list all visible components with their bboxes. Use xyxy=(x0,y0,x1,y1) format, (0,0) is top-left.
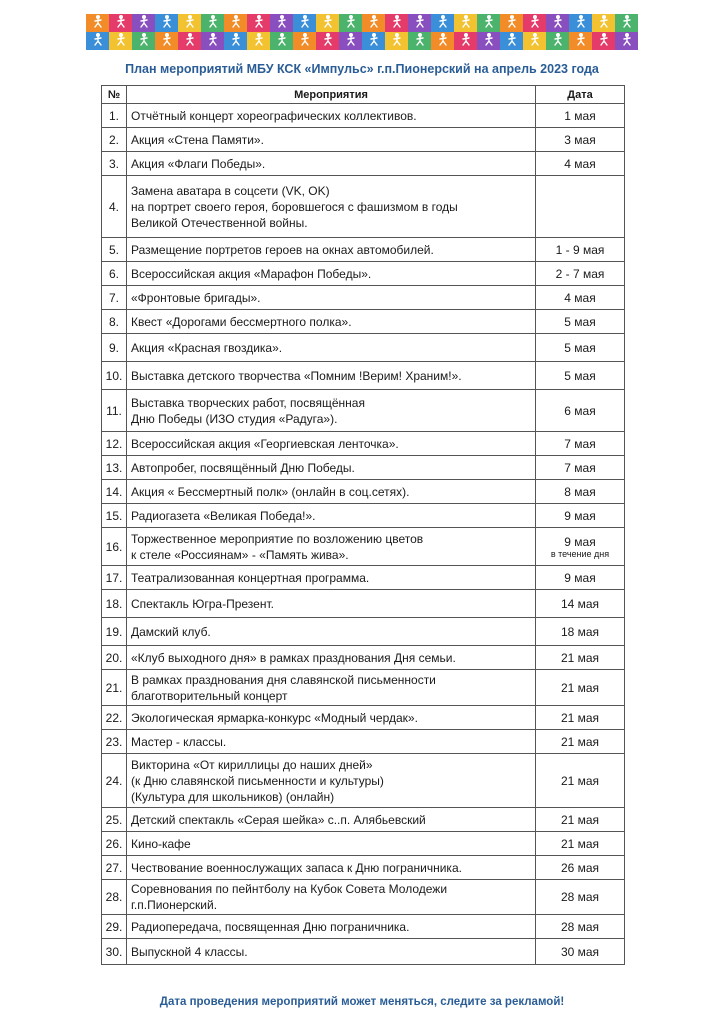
figure-icon xyxy=(620,14,634,33)
row-event xyxy=(127,128,536,152)
figure-icon xyxy=(321,14,335,33)
table-row xyxy=(102,706,625,730)
row-event xyxy=(127,262,536,286)
row-date xyxy=(536,334,625,362)
event-line: «Клуб выходного дня» в рамках празднования Дня семьи. xyxy=(131,650,456,665)
row-event xyxy=(127,456,536,480)
row-number: 16. xyxy=(102,528,127,566)
row-number: 14. xyxy=(102,480,127,504)
banner-tile xyxy=(408,32,431,50)
date-value: 21 мая xyxy=(560,650,600,665)
row-number: 19. xyxy=(102,618,127,646)
date-value: 7 мая xyxy=(564,436,596,451)
date-value: 21 мая xyxy=(560,836,600,851)
banner-tile xyxy=(523,14,546,32)
date-note: в течение дня xyxy=(550,548,610,559)
date-value: 9 мая xyxy=(564,534,596,549)
figure-icon xyxy=(505,32,519,51)
banner-tile xyxy=(546,14,569,32)
figure-icon xyxy=(206,32,220,51)
row-date xyxy=(536,286,625,310)
row-event xyxy=(127,152,536,176)
row-date xyxy=(536,646,625,670)
row-number: 10. xyxy=(102,362,127,390)
event-line: Акция «Флаги Победы». xyxy=(131,156,266,171)
table-row xyxy=(102,590,625,618)
row-number: 11. xyxy=(102,390,127,432)
row-number: 28. xyxy=(102,880,127,915)
table-row xyxy=(102,362,625,390)
banner-tile xyxy=(155,32,178,50)
table-row xyxy=(102,730,625,754)
date-value: 21 мая xyxy=(560,710,600,725)
date-value: 2 - 7 мая xyxy=(555,266,605,281)
table-header-row xyxy=(102,86,625,104)
banner-tile xyxy=(431,32,454,50)
row-event xyxy=(127,432,536,456)
table-row xyxy=(102,832,625,856)
date-value: 21 мая xyxy=(560,680,600,695)
event-line: Выпускной 4 классы. xyxy=(131,944,248,959)
banner-tile xyxy=(362,32,385,50)
date-value: 6 мая xyxy=(564,403,596,418)
banner-tile xyxy=(132,14,155,32)
event-line: благотворительный концерт xyxy=(131,688,288,703)
figure-icon xyxy=(413,14,427,33)
figure-icon xyxy=(528,14,542,33)
row-date xyxy=(536,706,625,730)
row-date xyxy=(536,432,625,456)
row-number: 4. xyxy=(102,176,127,238)
event-line: Дню Победы (ИЗО студия «Радуга»). xyxy=(131,411,338,426)
event-line: Экологическая ярмарка-конкурс «Модный чердак». xyxy=(131,710,418,725)
event-line: В рамках празднования дня славянской письменности xyxy=(131,672,436,687)
row-number: 2. xyxy=(102,128,127,152)
row-number: 5. xyxy=(102,238,127,262)
table-row xyxy=(102,504,625,528)
row-date xyxy=(536,176,625,238)
figure-icon xyxy=(321,32,335,51)
date-value: 4 мая xyxy=(564,156,596,171)
figure-icon xyxy=(459,32,473,51)
event-line: Радиопередача, посвященная Дню пограничника. xyxy=(131,919,410,934)
row-event xyxy=(127,939,536,965)
figure-icon xyxy=(597,14,611,33)
banner-tile xyxy=(477,14,500,32)
banner-tile xyxy=(339,14,362,32)
banner-tile xyxy=(408,14,431,32)
row-event xyxy=(127,286,536,310)
table-row xyxy=(102,456,625,480)
row-event xyxy=(127,856,536,880)
figure-icon xyxy=(298,14,312,33)
banner-tile xyxy=(500,32,523,50)
figure-icon xyxy=(482,32,496,51)
event-line: Соревнования по пейнтболу на Кубок Совета Молодежи xyxy=(131,882,448,896)
row-date xyxy=(536,480,625,504)
table-row xyxy=(102,432,625,456)
event-line: Мастер - классы. xyxy=(131,734,227,749)
figure-icon xyxy=(114,14,128,33)
figure-icon xyxy=(252,14,266,33)
event-line: Акция «Красная гвоздика». xyxy=(131,340,283,355)
row-event xyxy=(127,915,536,939)
row-event xyxy=(127,104,536,128)
row-event xyxy=(127,832,536,856)
event-line: Великой Отечественной войны. xyxy=(131,215,308,230)
row-date xyxy=(536,808,625,832)
row-event xyxy=(127,754,536,808)
figure-icon xyxy=(482,14,496,33)
date-value: 3 мая xyxy=(564,132,596,147)
banner-tile xyxy=(201,32,224,50)
figure-icon xyxy=(620,32,634,51)
row-number: 3. xyxy=(102,152,127,176)
banner-tile xyxy=(201,14,224,32)
event-line: Выставка творческих работ, посвящённая xyxy=(131,395,365,410)
banner-tile xyxy=(224,14,247,32)
row-date xyxy=(536,390,625,432)
event-line: Отчётный концерт хореографических коллективов. xyxy=(131,108,417,123)
event-line: Дамский клуб. xyxy=(131,624,211,639)
figure-icon xyxy=(390,14,404,33)
banner-tile xyxy=(592,14,615,32)
date-value: 18 мая xyxy=(560,624,600,639)
row-date xyxy=(536,238,625,262)
row-number: 13. xyxy=(102,456,127,480)
row-date xyxy=(536,504,625,528)
row-date xyxy=(536,670,625,706)
row-event xyxy=(127,334,536,362)
banner-tile xyxy=(523,32,546,50)
events-table xyxy=(101,85,625,965)
banner-tile xyxy=(385,32,408,50)
table-row xyxy=(102,390,625,432)
figure-icon xyxy=(436,14,450,33)
table-row xyxy=(102,152,625,176)
event-line: г.п.Пионерский. xyxy=(131,898,218,912)
date-value: 28 мая xyxy=(560,890,600,904)
banner-tile xyxy=(592,32,615,50)
banner-tile xyxy=(247,32,270,50)
row-date xyxy=(536,152,625,176)
banner-tile xyxy=(615,32,638,50)
table-row xyxy=(102,480,625,504)
banner-tile xyxy=(546,32,569,50)
figure-icon xyxy=(114,32,128,51)
row-date xyxy=(536,915,625,939)
row-number: 21. xyxy=(102,670,127,706)
event-line: Автопробег, посвящённый Дню Победы. xyxy=(131,460,355,475)
row-event xyxy=(127,618,536,646)
figure-icon xyxy=(528,32,542,51)
date-value: 28 мая xyxy=(560,919,600,934)
figure-icon xyxy=(160,32,174,51)
table-row xyxy=(102,310,625,334)
date-value: 8 мая xyxy=(564,484,596,499)
banner-tile xyxy=(569,14,592,32)
table-row xyxy=(102,754,625,808)
date-value: 5 мая xyxy=(564,368,596,383)
date-value: 4 мая xyxy=(564,290,596,305)
figure-icon xyxy=(229,14,243,33)
date-value: 21 мая xyxy=(560,734,600,749)
header-events: Мероприятия xyxy=(127,86,536,104)
row-number: 23. xyxy=(102,730,127,754)
event-line: Размещение портретов героев на окнах автомобилей. xyxy=(131,242,434,257)
table-row xyxy=(102,104,625,128)
figure-icon xyxy=(183,32,197,51)
row-number: 1. xyxy=(102,104,127,128)
row-date xyxy=(536,856,625,880)
table-row xyxy=(102,856,625,880)
event-line: «Фронтовые бригады». xyxy=(131,290,261,305)
table-row xyxy=(102,915,625,939)
date-value: 9 мая xyxy=(564,570,596,585)
banner-tile xyxy=(477,32,500,50)
banner-tile xyxy=(132,32,155,50)
row-date xyxy=(536,128,625,152)
banner-tile xyxy=(431,14,454,32)
date-value: 5 мая xyxy=(564,340,596,355)
banner-tile xyxy=(454,32,477,50)
row-event xyxy=(127,390,536,432)
banner-tile xyxy=(569,32,592,50)
row-number: 7. xyxy=(102,286,127,310)
row-date xyxy=(536,456,625,480)
event-line: к стеле «Россиянам» - «Память жива». xyxy=(131,547,349,562)
figure-icon xyxy=(344,14,358,33)
row-event xyxy=(127,808,536,832)
event-line: Торжественное мероприятие по возложению цветов xyxy=(131,531,424,546)
figure-icon xyxy=(413,32,427,51)
event-line: Чествование военнослужащих запаса к Дню пограничника. xyxy=(131,860,462,875)
row-date xyxy=(536,528,625,566)
row-date xyxy=(536,362,625,390)
date-value: 14 мая xyxy=(560,596,600,611)
banner-tile xyxy=(109,32,132,50)
date-value: 21 мая xyxy=(560,812,600,827)
figure-icon xyxy=(574,32,588,51)
row-date xyxy=(536,730,625,754)
row-event xyxy=(127,590,536,618)
table-row xyxy=(102,939,625,965)
banner-tile xyxy=(454,14,477,32)
row-event xyxy=(127,310,536,334)
page-title: План мероприятий МБУ КСК «Импульс» г.п.Пионерский на апрель 2023 года xyxy=(125,62,599,76)
row-number: 9. xyxy=(102,334,127,362)
row-number: 18. xyxy=(102,590,127,618)
event-line: (Культура для школьников) (онлайн) xyxy=(131,789,335,804)
date-value: 7 мая xyxy=(564,460,596,475)
row-event xyxy=(127,238,536,262)
figure-icon xyxy=(551,32,565,51)
row-number: 8. xyxy=(102,310,127,334)
row-number: 24. xyxy=(102,754,127,808)
event-line: Акция « Бессмертный полк» (онлайн в соц.сетях). xyxy=(131,484,410,499)
event-line: Всероссийская акция «Георгиевская ленточка». xyxy=(131,436,399,451)
table-row xyxy=(102,618,625,646)
row-event xyxy=(127,670,536,706)
row-date xyxy=(536,590,625,618)
banner-tile xyxy=(316,14,339,32)
event-line: Всероссийская акция «Марафон Победы». xyxy=(131,266,372,281)
date-value: 1 - 9 мая xyxy=(555,242,605,257)
row-event xyxy=(127,706,536,730)
figure-icon xyxy=(160,14,174,33)
figure-icon xyxy=(91,14,105,33)
event-line: Замена аватара в соцсети (VK, OK) xyxy=(131,183,330,198)
row-date xyxy=(536,832,625,856)
figure-icon xyxy=(275,32,289,51)
row-number: 20. xyxy=(102,646,127,670)
figure-icon xyxy=(390,32,404,51)
event-line: Детский спектакль «Серая шейка» с..п. Алябьевский xyxy=(131,812,426,827)
figure-icon xyxy=(298,32,312,51)
banner-tile xyxy=(86,32,109,50)
event-line: Спектакль Югра-Презент. xyxy=(131,596,274,611)
table-row xyxy=(102,176,625,238)
banner-tile xyxy=(293,32,316,50)
figure-icon xyxy=(183,14,197,33)
banner-tile xyxy=(109,14,132,32)
banner-tile xyxy=(316,32,339,50)
row-number: 26. xyxy=(102,832,127,856)
row-date xyxy=(536,754,625,808)
figure-icon xyxy=(574,14,588,33)
row-number: 6. xyxy=(102,262,127,286)
footer-note: Дата проведения мероприятий может меняться, следите за рекламой! xyxy=(159,996,565,1008)
event-line: Выставка детского творчества «Помним !Верим! Храним!». xyxy=(131,368,462,383)
row-date xyxy=(536,310,625,334)
banner-tile xyxy=(615,14,638,32)
row-date xyxy=(536,262,625,286)
row-date xyxy=(536,939,625,965)
table-row xyxy=(102,646,625,670)
event-line: Радиогазета «Великая Победа!». xyxy=(131,508,316,523)
figure-icon xyxy=(367,32,381,51)
banner-tile xyxy=(155,14,178,32)
row-number: 25. xyxy=(102,808,127,832)
figure-icon xyxy=(597,32,611,51)
date-value: 30 мая xyxy=(560,944,600,959)
banner-tile xyxy=(178,14,201,32)
row-number: 27. xyxy=(102,856,127,880)
row-event xyxy=(127,730,536,754)
banner-tile xyxy=(270,14,293,32)
row-event xyxy=(127,176,536,238)
figure-icon xyxy=(137,32,151,51)
banner-tile xyxy=(178,32,201,50)
banner-tile xyxy=(86,14,109,32)
row-date xyxy=(536,618,625,646)
banner-tile xyxy=(224,32,247,50)
figure-icon xyxy=(229,32,243,51)
event-line: Театрализованная концертная программа. xyxy=(131,570,370,585)
figure-icon xyxy=(206,14,220,33)
banner-tile xyxy=(385,14,408,32)
figure-icon xyxy=(137,14,151,33)
row-number: 15. xyxy=(102,504,127,528)
event-line: Квест «Дорогами бессмертного полка». xyxy=(131,314,352,329)
decorative-banner xyxy=(86,14,638,50)
row-event xyxy=(127,480,536,504)
row-number: 30. xyxy=(102,939,127,965)
row-number: 17. xyxy=(102,566,127,590)
header-number: № xyxy=(102,86,127,104)
date-value: 9 мая xyxy=(564,508,596,523)
row-date xyxy=(536,104,625,128)
table-row xyxy=(102,528,625,566)
table-row xyxy=(102,808,625,832)
figure-icon xyxy=(91,32,105,51)
banner-tile xyxy=(500,14,523,32)
event-line: Кино-кафе xyxy=(131,836,191,851)
row-event xyxy=(127,504,536,528)
table-row xyxy=(102,286,625,310)
row-event xyxy=(127,528,536,566)
table-row xyxy=(102,880,625,915)
table-row xyxy=(102,238,625,262)
figure-icon xyxy=(275,14,289,33)
table-row xyxy=(102,566,625,590)
row-date xyxy=(536,566,625,590)
table-row xyxy=(102,262,625,286)
header-date: Дата xyxy=(536,86,625,104)
figure-icon xyxy=(459,14,473,33)
row-number: 22. xyxy=(102,706,127,730)
row-number: 29. xyxy=(102,915,127,939)
row-event xyxy=(127,566,536,590)
event-line: на портрет своего героя, боровшегося с фашизмом в годы xyxy=(131,199,458,214)
banner-tile xyxy=(247,14,270,32)
event-line: (к Дню славянской письменности и культуры) xyxy=(131,773,384,788)
banner-tile xyxy=(293,14,316,32)
date-value: 1 мая xyxy=(564,108,596,123)
date-value: 26 мая xyxy=(560,860,600,875)
figure-icon xyxy=(551,14,565,33)
row-event xyxy=(127,646,536,670)
row-number: 12. xyxy=(102,432,127,456)
banner-tile xyxy=(362,14,385,32)
row-event xyxy=(127,880,536,915)
date-value: 21 мая xyxy=(560,773,600,788)
figure-icon xyxy=(367,14,381,33)
figure-icon xyxy=(436,32,450,51)
banner-tile xyxy=(339,32,362,50)
event-line: Акция «Стена Памяти». xyxy=(131,132,264,147)
table-row xyxy=(102,670,625,706)
figure-icon xyxy=(344,32,358,51)
banner-tile xyxy=(270,32,293,50)
table-row xyxy=(102,334,625,362)
figure-icon xyxy=(505,14,519,33)
row-event xyxy=(127,362,536,390)
event-line: Викторина «От кириллицы до наших дней» xyxy=(131,757,373,772)
table-row xyxy=(102,128,625,152)
date-value: 5 мая xyxy=(564,314,596,329)
figure-icon xyxy=(252,32,266,51)
row-date xyxy=(536,880,625,915)
